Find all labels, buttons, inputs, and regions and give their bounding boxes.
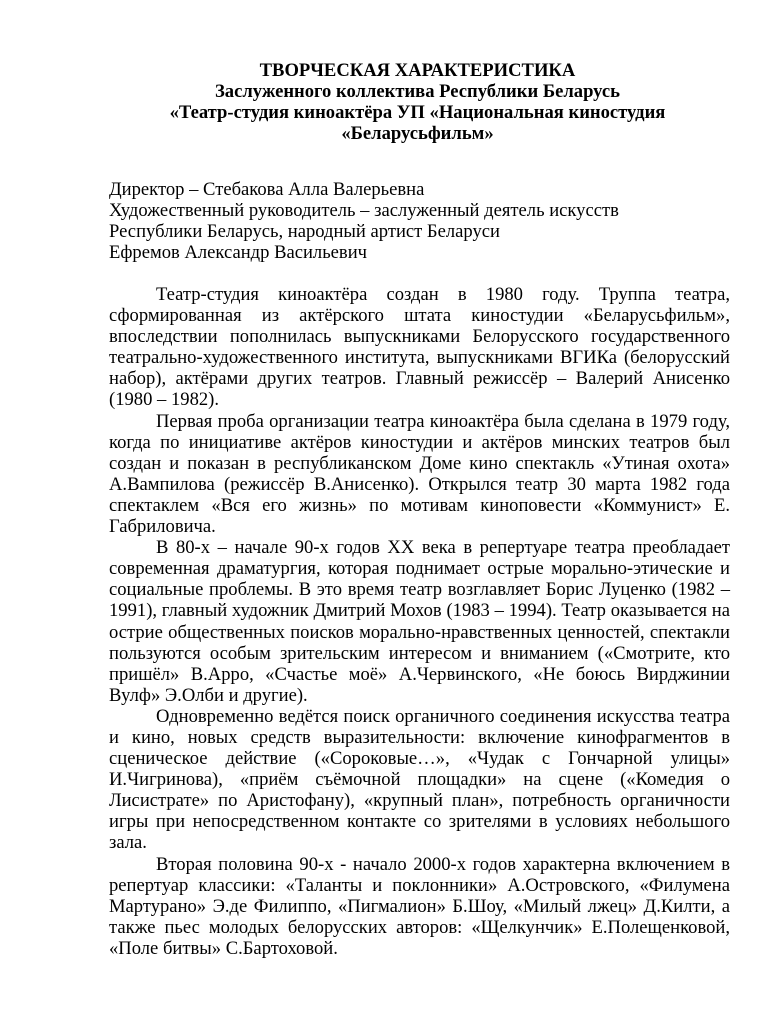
- paragraph: Одновременно ведётся поиск органичного соединения искусства театра и кино, новых средств выразительности: включение кинофрагментов в сценическое действие («Сороковые…», «Чудак с Гончарной улицы» И.Чигринова), «приём съёмочной площадки» на сцене («Комедия о Лисистрате» по Аристофану), «крупный план», потребность органичности игры при непосредственном контакте со зрителями в условиях небольшого зала.: [109, 705, 730, 854]
- title-line: Заслуженного коллектива Республики Беларусь: [214, 81, 620, 102]
- art-director-line: Ефремов Александр Васильевич: [109, 242, 368, 263]
- title-line: «Беларусьфильм»: [341, 123, 494, 144]
- document-title: [105, 60, 730, 144]
- body-text: [109, 284, 730, 959]
- paragraph: Театр-студия киноактёра создан в 1980 году. Труппа театра, сформированная из актёрского штата киностудии «Беларусьфильм», впоследствии пополнилась выпускниками Белорусского государственного театрально-художественного института, выпускниками ВГИКа (белорусский набор), актёрами других театров. Главный режиссёр – Валерий Анисенко (1980 – 1982).: [109, 284, 730, 411]
- paragraph: Первая проба организации театра киноактёра была сделана в 1979 году, когда по инициативе актёров киностудии и актёров минских театров был создан и показан в республиканском Доме кино спектакль «Утиная охота» А.Вампилова (режиссёр В.Анисенко). Открылся театр 30 марта 1982 года спектаклем «Вся его жизнь» по мотивам киноповести «Коммунист» Е. Габриловича.: [109, 410, 730, 538]
- document-page: [109, 60, 730, 959]
- art-director-line: Художественный руководитель – заслуженный деятель искусств: [109, 200, 619, 221]
- staff-block: [109, 179, 730, 263]
- paragraph: В 80-х – начале 90-х годов XX века в репертуаре театра преобладает современная драматургия, которая поднимает острые морально-этические и социальные проблемы. В это время театр возглавляет Борис Луценко (1982 – 1991), главный художник Дмитрий Мохов (1983 – 1994). Театр оказывается на острие общественных поисков морально-нравственных ценностей, спектакли пользуются особым зрительским интересом и вниманием («Смотрите, кто пришёл» В.Арро, «Счастье моё» А.Червинского, «Не боюсь Вирджинии Вулф» Э.Олби и другие).: [109, 537, 730, 706]
- title-line: ТВОРЧЕСКАЯ ХАРАКТЕРИСТИКА: [259, 60, 576, 81]
- paragraph: Вторая половина 90-х - начало 2000-х годов характерна включением в репертуар классики: «Таланты и поклонники» А.Островского, «Филумена Мартурано» Э.де Филиппо, «Пигмалион» Б.Шоу, «Милый лжец» Д.Килти, а также пьес молодых белорусских авторов: «Щелкунчик» Е.Полещенковой, «Поле битвы» С.Бартоховой.: [109, 853, 730, 959]
- director-line: Директор – Стебакова Алла Валерьевна: [109, 179, 425, 200]
- title-line: «Театр-студия киноактёра УП «Национальная киностудия: [169, 102, 666, 123]
- art-director-line: Республики Беларусь, народный артист Беларуси: [109, 221, 500, 242]
